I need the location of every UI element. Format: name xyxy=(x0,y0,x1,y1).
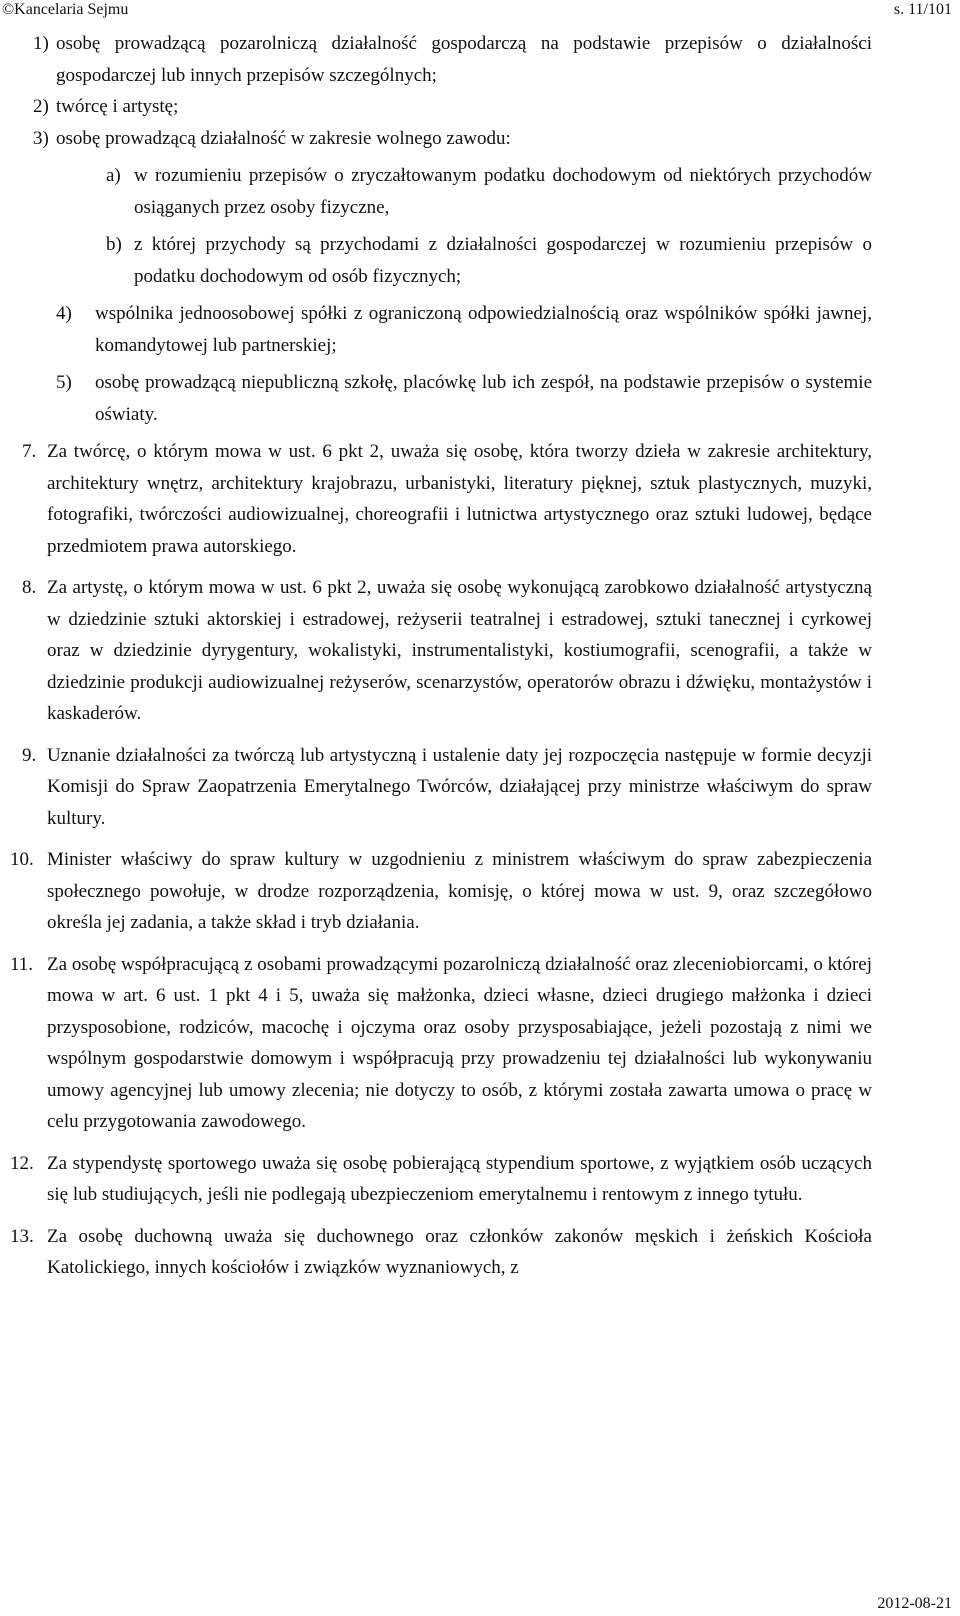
paragraph xyxy=(0,844,960,939)
paragraph xyxy=(0,1148,960,1211)
paragraph-text: Za osobę duchowną uważa się duchownego oraz członków zakonów męskich i żeńskich Kościoła Katolickiego, innych kościołów i związków wyznaniowych, z xyxy=(47,1225,872,1278)
item-letter: a) xyxy=(106,165,121,186)
paragraph-number: 13. xyxy=(10,1225,34,1247)
paragraph xyxy=(0,1221,960,1284)
paragraph-text: Za twórcę, o którym mowa w ust. 6 pkt 2, uważa się osobę, która tworzy dzieła w zakresie architektury, architektury wnętrz, architektury krajobrazu, urbanistyki, literatury pięknej, sztuk plastycznych, muzyki, fotografiki, twórczości audiowizualnej, choreografii i lutnictwa artystycznego oraz sztuki ludowej, będące przedmiotem prawa autorskiego. xyxy=(47,441,872,557)
paragraph-number: 10. xyxy=(10,849,34,870)
paragraph-text: Uznanie działalności za twórczą lub artystyczną i ustalenie daty jej rozpoczęcia następuje w formie decyzji Komisji do Spraw Zaopatrzenia Emerytalnego Twórców, działającej przy ministrze właściwym do spraw kultury. xyxy=(47,744,872,829)
item-text: twórcę i artystę; xyxy=(56,96,179,117)
list-item xyxy=(0,28,960,91)
sub-list-item xyxy=(0,160,960,223)
item-text: wspólnika jednoosobowej spółki z ograniczoną odpowiedzialnością oraz wspólników spółki jawnej, komandytowej lub partnerskiej; xyxy=(95,303,872,356)
paragraph-text: Za stypendystę sportowego uważa się osobę pobierającą stypendium sportowe, z wyjątkiem osób uczących się lub studiujących, jeśli nie podlegają ubezpieczeniom emerytalnemu i rentowym z innego tytułu. xyxy=(47,1152,872,1205)
list-item xyxy=(0,367,960,430)
list-item xyxy=(0,123,960,155)
sub-list-item xyxy=(0,229,960,292)
item-number: 1) xyxy=(33,33,49,54)
list-item xyxy=(0,91,960,123)
paragraph-number: 11. xyxy=(10,953,34,975)
page-number: s. 11/101 xyxy=(893,1,952,18)
page-header-source: ©Kancelaria Sejmu xyxy=(2,1,129,18)
item-text: osobę prowadzącą niepubliczną szkołę, placówkę lub ich zespół, na podstawie przepisów o systemie oświaty. xyxy=(95,372,872,425)
paragraph-text: Za artystę, o którym mowa w ust. 6 pkt 2, uważa się osobę wykonującą zarobkowo działalność artystyczną w dziedzinie sztuki aktorskiej i estradowej, reżyserii teatralnej i estradowej, sztuki tanecznej i cyrkowej oraz w dziedzinie dyrygentury, wokalistyki, instrumentalistyki, kostiumografii, scenografii, a także w dziedzinie produkcji audiowizualnej reżyserów, scenarzystów, operatorów obrazu i dźwięku, montażystów i kaskaderów. xyxy=(47,577,872,724)
paragraph-text: Za osobę współpracującą z osobami prowadzącymi pozarolniczą działalność oraz zleceniobiorcami, o której mowa w art. 6 ust. 1 pkt 4 i 5, uważa się małżonka, dzieci własne, dzieci drugiego małżonka i dzieci przysposobione, rodziców, macochę i ojczyma oraz osoby przysposabiające, jeżeli pozostają z nimi we wspólnym gospodarstwie domowym i współpracują przy prowadzeniu tej działalności lub wykonywaniu umowy agencyjnej lub umowy zlecenia; nie dotyczy to osób, z którymi została zawarta umowa o pracę w celu przygotowania zawodowego. xyxy=(47,953,872,1132)
document-body xyxy=(0,28,960,1284)
item-text: w rozumieniu przepisów o zryczałtowanym podatku dochodowym od niektórych przychodów osiąganych przez osoby fizyczne, xyxy=(134,165,872,218)
paragraph-text: Minister właściwy do spraw kultury w uzgodnieniu z ministrem właściwym do spraw zabezpieczenia społecznego powołuje, w drodze rozporządzenia, komisję, o której mowa w ust. 9, oraz szczegółowo określa jej zadania, a także skład i tryb działania. xyxy=(47,849,872,933)
item-text: z której przychody są przychodami z działalności gospodarczej w rozumieniu przepisów o podatku dochodowym od osób fizycznych; xyxy=(134,234,872,287)
document-date: 2012-08-21 xyxy=(877,1595,952,1612)
item-text: osobę prowadzącą działalność w zakresie wolnego zawodu: xyxy=(56,127,511,149)
paragraph-number: 7. xyxy=(22,441,37,462)
item-number: 3) xyxy=(33,127,49,149)
paragraph-number: 9. xyxy=(22,744,37,766)
paragraph-number: 12. xyxy=(10,1152,34,1174)
paragraph xyxy=(0,949,960,1138)
list-item xyxy=(0,298,960,361)
item-text: osobę prowadzącą pozarolniczą działalność gospodarczą na podstawie przepisów o działalności gospodarczej lub innych przepisów szczególnych; xyxy=(56,33,872,86)
paragraph xyxy=(0,572,960,730)
item-letter: b) xyxy=(106,234,122,255)
item-number: 4) xyxy=(56,303,72,324)
paragraph xyxy=(0,436,960,562)
paragraph xyxy=(0,740,960,835)
item-number: 5) xyxy=(56,372,72,393)
paragraph-number: 8. xyxy=(22,577,37,598)
item-number: 2) xyxy=(33,96,49,117)
